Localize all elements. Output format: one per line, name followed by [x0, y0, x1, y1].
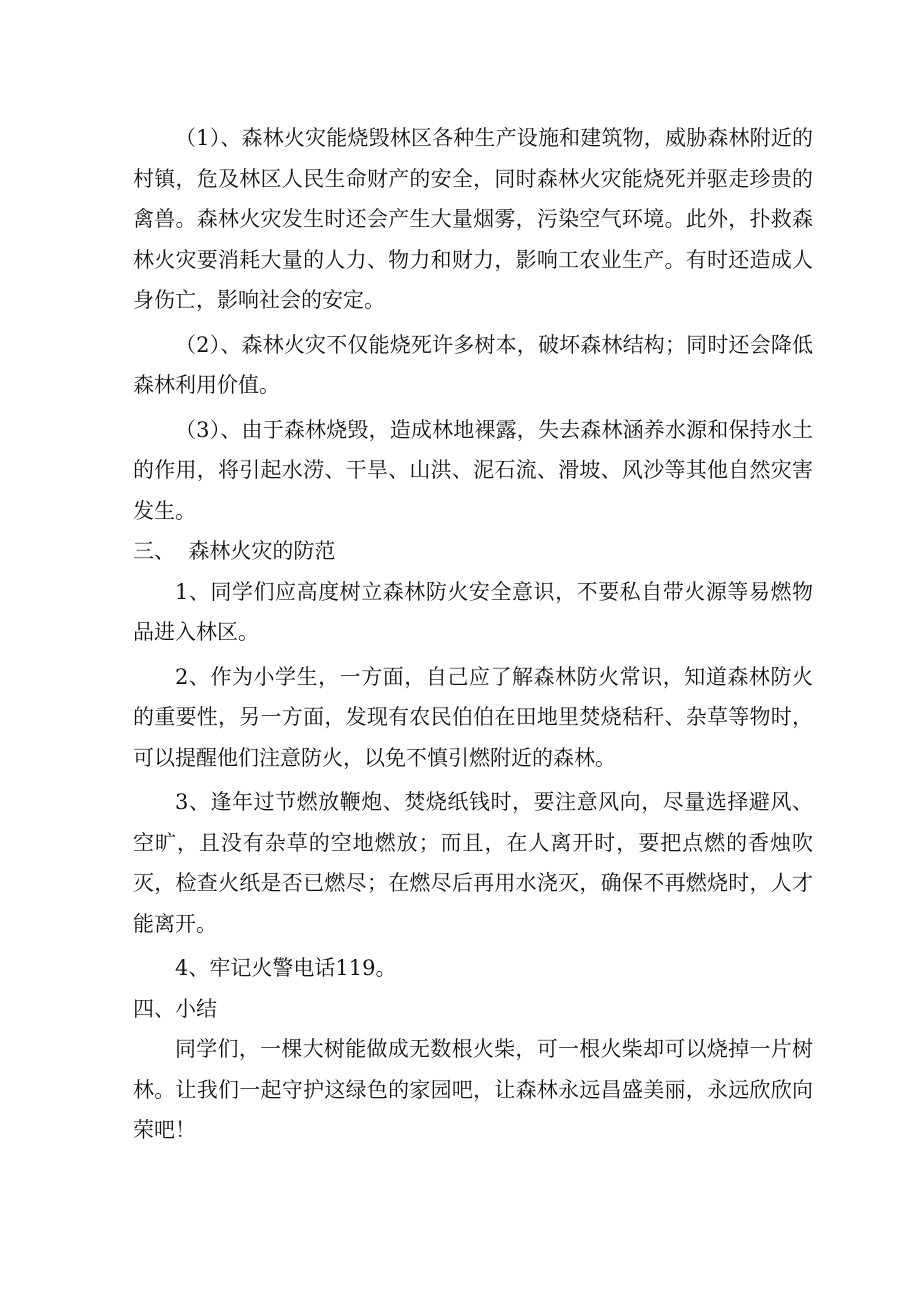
section-heading-prevention: 三、 森林火灾的防范 [133, 539, 336, 563]
paragraph-prevention-3: 3、逢年过节燃放鞭炮、焚烧纸钱时，要注意风向，尽量选择避风、空旷，且没有杂草的空地燃放；而且，在人离开时，要把点燃的香烛吹灭，检查火纸是否已燃尽；在燃尽后再用水浇灭，确保不再燃烧时，人才能离开。 [133, 790, 813, 936]
paragraph-forest-fire-damage-3: （3）、由于森林烧毁，造成林地裸露，失去森林涵养水源和保持水土的作用，将引起水涝、干旱、山洪、泥石流、滑坡、风沙等其他自然灾害发生。 [133, 417, 813, 523]
paragraph-prevention-4: 4、牢记火警电话119。 [175, 956, 397, 980]
paragraph-summary: 同学们，一棵大树能做成无数根火柴，可一根火柴却可以烧掉一片树林。让我们一起守护这绿色的家园吧，让森林永远昌盛美丽，永远欣欣向荣吧！ [133, 1037, 813, 1142]
paragraph-prevention-1: 1、同学们应高度树立森林防火安全意识，不要私自带火源等易燃物品进入林区。 [133, 579, 813, 644]
paragraph-forest-fire-damage-1: （1）、森林火灾能烧毁林区各种生产设施和建筑物，威胁森林附近的村镇，危及林区人民生命财产的安全，同时森林火灾能烧死并驱走珍贵的禽兽。森林火灾发生时还会产生大量烟雾，污染空气环境。此外，扑救森林火灾要消耗大量的人力、物力和财力，影响工农业生产。有时还造成人身伤亡，影响社会的安定。 [133, 126, 813, 312]
paragraph-prevention-2: 2、作为小学生，一方面，自己应了解森林防火常识，知道森林防火的重要性，另一方面，发现有农民伯伯在田地里焚烧秸秆、杂草等物时，可以提醒他们注意防火，以免不慎引燃附近的森林。 [133, 664, 813, 770]
document-body [133, 118, 813, 1151]
section-heading-summary: 四、小结 [133, 996, 217, 1021]
paragraph-forest-fire-damage-2: （2）、森林火灾不仅能烧死许多树本，破坏森林结构；同时还会降低森林利用价值。 [133, 332, 813, 397]
